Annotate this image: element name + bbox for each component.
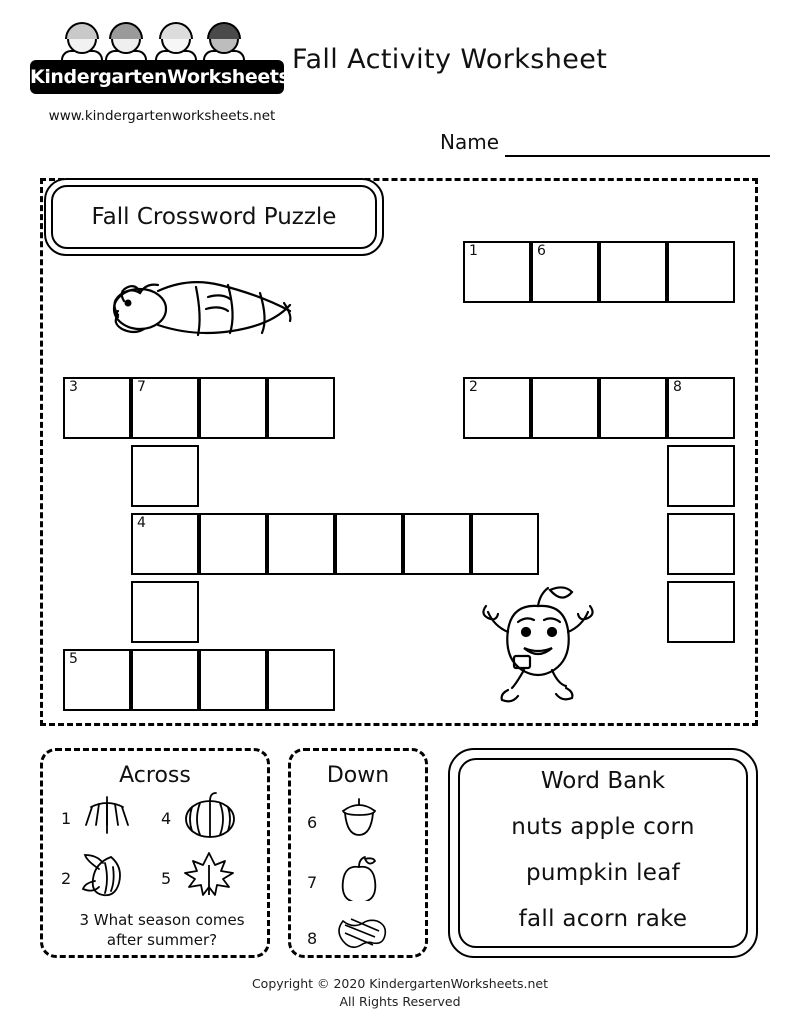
pumpkin-icon	[181, 791, 239, 839]
across-heading: Across	[119, 763, 191, 788]
across-clue-3-text-line2: after summer?	[106, 931, 218, 949]
page-title: Fall Activity Worksheet	[292, 44, 608, 75]
logo-wordmark: KindergartenWorksheets.net	[30, 60, 284, 94]
kid-figure-4	[200, 22, 248, 64]
down-clue-6-number: 6	[307, 813, 318, 832]
word-bank-box	[448, 748, 758, 958]
crossword-cell[interactable]	[267, 649, 335, 711]
crossword-cell[interactable]	[599, 241, 667, 303]
crossword-cell[interactable]	[463, 377, 531, 439]
rights-text: All Rights Reserved	[339, 994, 461, 1010]
crossword-cell-number: 1	[469, 243, 478, 259]
crossword-cell[interactable]	[667, 241, 735, 303]
crossword-cell[interactable]	[531, 241, 599, 303]
page-header	[30, 22, 770, 154]
crossword-cell[interactable]	[131, 445, 199, 507]
across-clue-3-text-line1: 3 What season comes	[79, 911, 245, 929]
name-write-line[interactable]	[505, 155, 770, 157]
kid-figure-1	[58, 22, 106, 64]
word-bank-heading: Word Bank	[540, 768, 666, 794]
crossword-cell[interactable]	[63, 649, 131, 711]
crossword-cell-number: 5	[69, 651, 78, 667]
crossword-cell[interactable]	[667, 445, 735, 507]
crossword-cell-number: 6	[537, 243, 546, 259]
word-bank-line-1: nuts apple corn	[511, 814, 695, 840]
crossword-cell-number: 2	[469, 379, 478, 395]
crossword-cell[interactable]	[667, 581, 735, 643]
peanut-icon	[331, 911, 387, 953]
crossword-title-badge	[44, 178, 384, 256]
across-clues-box	[40, 748, 270, 958]
crossword-title: Fall Crossword Puzzle	[91, 204, 337, 230]
crossword-cell[interactable]	[267, 513, 335, 575]
crossword-cell[interactable]	[199, 513, 267, 575]
crossword-cell[interactable]	[667, 377, 735, 439]
crossword-cell[interactable]	[131, 377, 199, 439]
site-url[interactable]: www.kindergartenworksheets.net	[48, 108, 276, 124]
crossword-cell[interactable]	[63, 377, 131, 439]
corn-icon	[81, 851, 135, 897]
kid-figure-2	[102, 22, 150, 64]
word-bank-line-2: pumpkin leaf	[525, 860, 681, 886]
down-clues-box	[288, 748, 428, 958]
name-label: Name	[440, 130, 500, 154]
crossword-cell[interactable]	[131, 581, 199, 643]
page-footer	[0, 975, 800, 1011]
crossword-cell[interactable]	[267, 377, 335, 439]
across-clue-5-number: 5	[161, 869, 172, 888]
crossword-cell-number: 4	[137, 515, 146, 531]
rake-icon	[81, 793, 133, 837]
across-clue-4-number: 4	[161, 809, 172, 828]
crossword-cell[interactable]	[403, 513, 471, 575]
crossword-cell[interactable]	[199, 377, 267, 439]
word-bank-line-3: fall acorn rake	[518, 906, 688, 932]
acorn-icon	[333, 795, 385, 839]
crossword-cell[interactable]	[199, 649, 267, 711]
crossword-cell[interactable]	[667, 513, 735, 575]
crossword-cell-number: 8	[673, 379, 682, 395]
crossword-cell-number: 7	[137, 379, 146, 395]
copyright-text: Copyright © 2020 KindergartenWorksheets.net	[251, 976, 549, 991]
apple-character-illustration	[468, 576, 608, 706]
crossword-cell[interactable]	[335, 513, 403, 575]
crossword-cell[interactable]	[131, 649, 199, 711]
crossword-cell[interactable]	[531, 377, 599, 439]
crossword-cell-number: 3	[69, 379, 78, 395]
crossword-cell[interactable]	[463, 241, 531, 303]
across-clue-1-number: 1	[61, 809, 72, 828]
down-clue-8-number: 8	[307, 929, 318, 948]
kids-illustration	[58, 22, 268, 64]
squirrel-illustration	[88, 263, 318, 343]
crossword-cell[interactable]	[599, 377, 667, 439]
kid-figure-3	[152, 22, 200, 64]
crossword-panel	[40, 178, 758, 726]
down-clue-7-number: 7	[307, 873, 318, 892]
leaf-icon	[181, 849, 237, 899]
across-clue-2-number: 2	[61, 869, 72, 888]
apple-icon	[333, 855, 385, 901]
crossword-cell[interactable]	[131, 513, 199, 575]
crossword-cell[interactable]	[471, 513, 539, 575]
down-heading: Down	[326, 763, 390, 788]
